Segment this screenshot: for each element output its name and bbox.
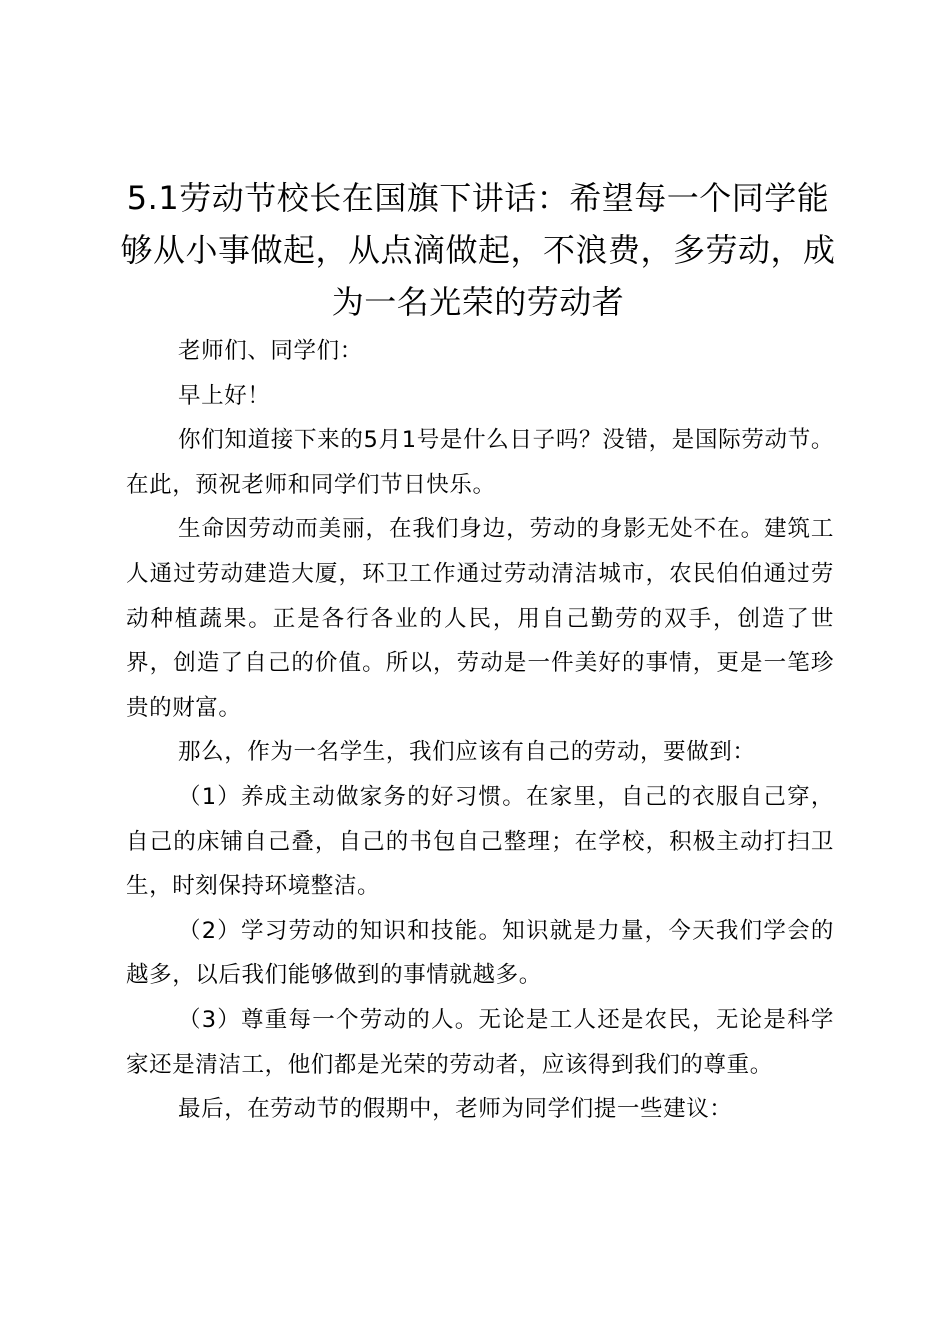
document-title: 5.1劳动节校长在国旗下讲话：希望每一个同学能够从小事做起，从点滴做起，不浪费，多劳动，成为一名光荣的劳动者 — [120, 179, 836, 321]
body-paragraph: 那么，作为一名学生，我们应该有自己的劳动，要做到： — [178, 739, 756, 766]
body-paragraph: 你们知道接下来的5月1号是什么日子吗？没错，是国际劳动节。在此，预祝老师和同学们节日快乐。 — [126, 427, 834, 498]
list-item-paragraph: （1）养成主动做家务的好习惯。在家里，自己的衣服自己穿，自己的床铺自己叠，自己的书包自己整理；在学校，积极主动打扫卫生，时刻保持环境整洁。 — [126, 783, 834, 900]
body-paragraph: 生命因劳动而美丽，在我们身边，劳动的身影无处不在。建筑工人通过劳动建造大厦，环卫工作通过劳动清洁城市，农民伯伯通过劳动种植蔬果。正是各行各业的人民，用自己勤劳的双手，创造了世界，创造了自己的价值。所以，劳动是一件美好的事情，更是一笔珍贵的财富。 — [126, 516, 834, 721]
document-body — [126, 329, 834, 1132]
body-paragraph: 最后，在劳动节的假期中，老师为同学们提一些建议： — [178, 1096, 733, 1123]
list-item-paragraph: （3）尊重每一个劳动的人。无论是工人还是农民，无论是科学家还是清洁工，他们都是光荣的劳动者，应该得到我们的尊重。 — [126, 1006, 834, 1078]
salutation-paragraph: 老师们、同学们： — [178, 338, 363, 364]
greeting-paragraph: 早上好！ — [178, 382, 271, 409]
list-item-paragraph: （2）学习劳动的知识和技能。知识就是力量，今天我们学会的越多，以后我们能够做到的事情就越多。 — [126, 917, 834, 989]
